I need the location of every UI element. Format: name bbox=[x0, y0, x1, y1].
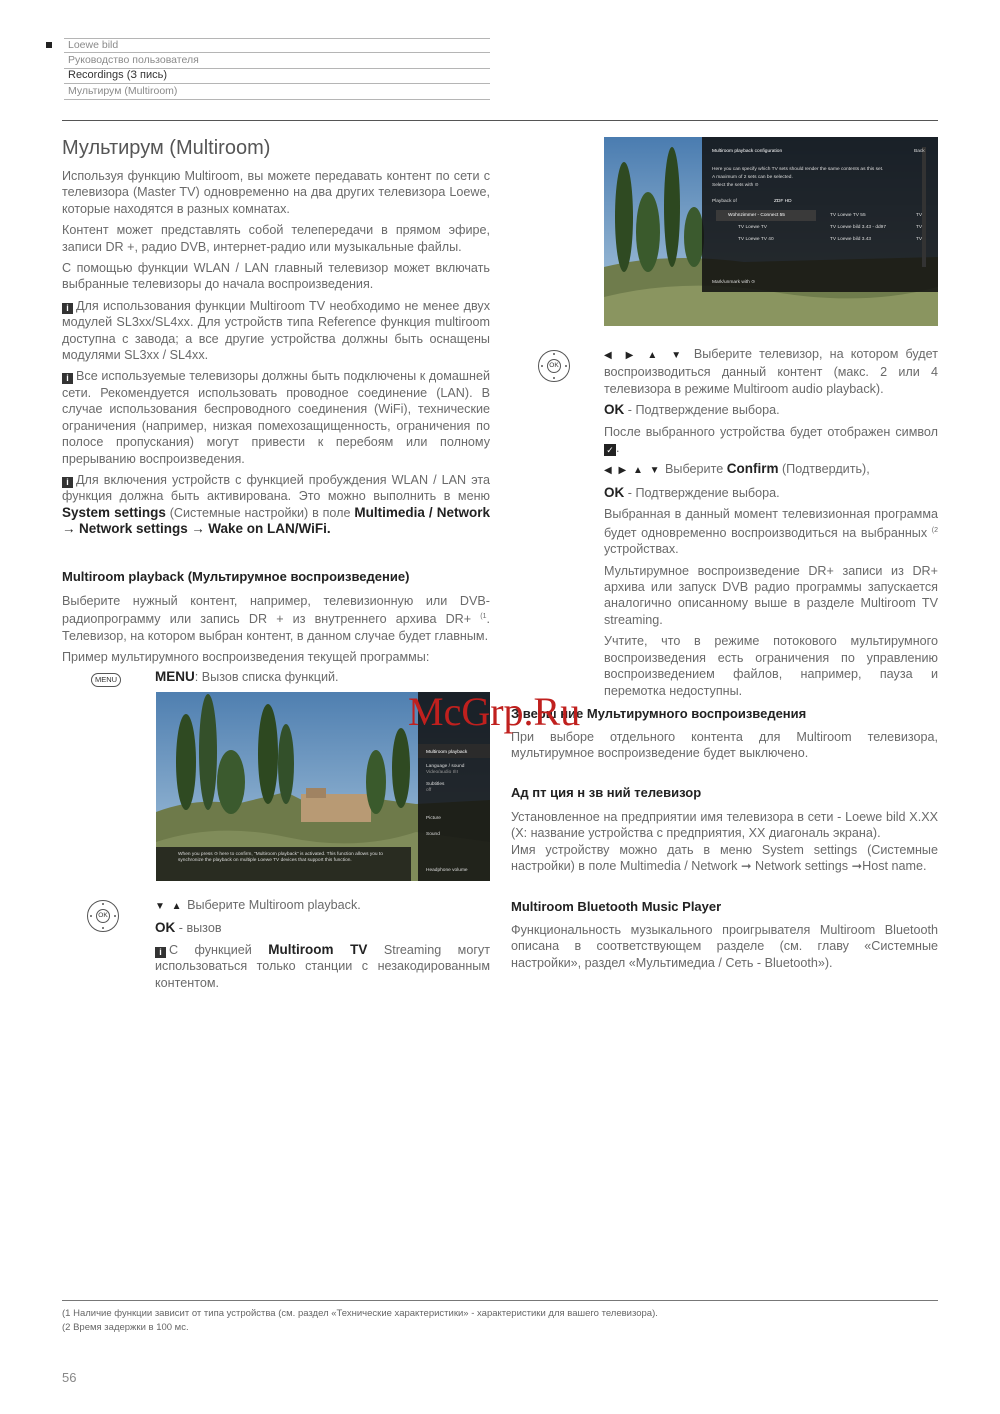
bluetooth-text bbox=[511, 922, 938, 976]
info-icon: i bbox=[62, 373, 73, 384]
paragraph: Выбранная в данный момент телевизионная программа будет одновременно воспроизводиться на выбранных $^{(2}$ устройствах. bbox=[604, 507, 938, 557]
config-row-device: TV Loewe TV 55 bbox=[830, 213, 866, 218]
paragraph: Установленное на предприятии имя телевизора в сети - Loewe bild X.XX (X: название устройства с предприятия, XX диагональ экрана). bbox=[511, 810, 938, 841]
step-line: OK - Подтверждение выбора. bbox=[604, 484, 780, 500]
paragraph: Используя функцию Multiroom, вы можете передавать контент по сети с телевизора (Master TV) одновременно на два других телевизора Loewe, которые находятся в разных комнатах. bbox=[62, 169, 490, 216]
end-multiroom-text bbox=[511, 729, 938, 767]
config-row-device: Wohnzimmer - Connect 55 bbox=[728, 213, 785, 218]
tv-name-text bbox=[511, 809, 938, 880]
section-heading-multiroom-playback: Multiroom playback (Мультирумное воспроизведение) bbox=[62, 569, 410, 584]
info-icon: i bbox=[62, 477, 73, 488]
config-row-device: TV Loewe TV 40 bbox=[738, 237, 774, 242]
info-paragraph: i С функцией Multiroom TV Streaming могут использоваться только станции с незакодированным контентом. bbox=[155, 941, 490, 990]
section-heading-end-multiroom: З верш ние Мультирумного воспроизведения bbox=[511, 706, 807, 721]
paragraph: Имя устройству можно дать в меню System settings (Системные настройки) в поле Multimedia / Network ➞ Network settings ➞Host name. bbox=[511, 842, 938, 874]
paragraph: Пример мультирумного воспроизведения текущей программы: bbox=[62, 650, 430, 665]
config-desc: A maximum of 2 sets can be selected. bbox=[712, 175, 793, 180]
overlay-menu-item-subtitles: Subtitles bbox=[426, 782, 445, 787]
paragraph: Мультирумное воспроизведение DR+ записи из DR+ архива или запуск DVB радио программы запускается аналогично описанному выше в разделе Multiroom TV streaming. bbox=[604, 563, 938, 627]
multiroom-playback-text bbox=[62, 593, 490, 671]
paragraph: Выберите нужный контент, например, телевизионную или DVB-радиопрограмму или запись DR + из внутреннего архива DR+ $^{(1}$. Телевизор, на котором выбран контент, в данном случае будет главным. bbox=[62, 594, 490, 643]
step-line: ◀ ▶ ▲ ▼ Выберите Confirm (Подтвердить), bbox=[604, 461, 870, 477]
menu-step: MENU: Вызов списка функций. bbox=[155, 669, 339, 684]
footnote-1: (1 Наличие функции зависит от типа устройства (см. раздел «Технические характеристики» - характеристики для вашего телевизора). bbox=[62, 1308, 658, 1319]
overlay-menu-item-language: Language / sound bbox=[426, 764, 465, 769]
config-row-device: TV Loewe bild 3.43 - dd97 bbox=[830, 225, 887, 230]
ok-button-icon: OK bbox=[87, 900, 119, 932]
section-heading-tv-name: Ад пт ция н зв ний телевизор bbox=[511, 785, 702, 800]
page-title: Мультирум (Multiroom) bbox=[62, 137, 271, 159]
config-desc: Here you can specify which TV sets should render the same contents as this set. bbox=[712, 167, 884, 172]
config-row-device: TV Loewe TV bbox=[738, 225, 767, 230]
config-desc: Select the sets with ⊙ bbox=[712, 183, 759, 188]
header-marker bbox=[46, 42, 52, 48]
info-icon: i bbox=[62, 303, 73, 314]
checkmark-icon: ✓ bbox=[604, 444, 616, 456]
config-playback-label: Playback of bbox=[712, 199, 737, 204]
breadcrumb-section: Мультирум (Multiroom) bbox=[64, 85, 490, 100]
footnote-rule bbox=[62, 1300, 938, 1301]
config-row-type: TV bbox=[916, 213, 923, 218]
info-icon: i bbox=[155, 947, 166, 958]
config-row-device: TV Loewe bild 3.43 bbox=[830, 237, 872, 242]
footnote-2: (2 Время задержки в 100 мс. bbox=[62, 1322, 189, 1333]
paragraph: При выборе отдельного контента для Multiroom телевизора, мультирумное воспроизведение будет выключено. bbox=[511, 730, 938, 761]
info-paragraph: i Для включения устройств с функцией пробуждения WLAN / LAN эта функция должна быть активирована. Это можно выполнить в меню System settings (Системные настройки) в поле Multimedia / Network → Network settings → Wake on LAN/WiFi. bbox=[62, 472, 491, 537]
multiroom-config-screenshot bbox=[604, 137, 938, 326]
info-paragraph: i Все используемые телевизоры должны быть подключены к домашней сети. Рекомендуется использовать проводное соединение (LAN). В случае использования беспроводного соединения (WiFi), технические ограничения (например, низкая помехозащищенность, ограничения по полосе пропускания) могут привести к перебоям или полному прерыванию воспроизведения. bbox=[62, 369, 490, 466]
overlay-hint-text: When you press ⊙ here to confirm, "Multiroom playback" is activated. This function allows you to synchronize the playback on multiple Loewe TV devices that support this function. bbox=[178, 852, 383, 863]
config-footer: Mark/unmark with ⊙ bbox=[712, 280, 756, 285]
overlay-menu-item-picture: Picture bbox=[426, 816, 441, 821]
step-line: OK - Подтверждение выбора. bbox=[604, 402, 780, 418]
info-paragraph: i Для использования функции Multiroom TV необходимо не менее двух модулей SL3xx/SL4xx. Для устройств типа Reference функция multiroom доступна с завода; а все другие устройства должны быть оснащены модулями SL3xx / SL4xx. bbox=[62, 298, 490, 363]
watermark: McGrp.Ru bbox=[408, 689, 581, 734]
paragraph: Контент может представлять собой телепередачи в прямом эфире, записи DR +, радио DVB, интернет-радио или музыкальные файлы. bbox=[62, 223, 490, 254]
landscape-image bbox=[604, 137, 938, 326]
top-rule bbox=[62, 120, 938, 121]
breadcrumb-manual: Руководство пользователя bbox=[64, 54, 490, 69]
config-title: Multiroom playback configuration bbox=[712, 149, 783, 154]
paragraph: После выбранного устройства будет отображен символ ✓ . bbox=[604, 424, 938, 456]
page-number: 56 bbox=[62, 1370, 77, 1385]
intro-text bbox=[62, 168, 490, 543]
step-select-multiroom bbox=[155, 897, 490, 996]
step-line: OK - вызов bbox=[155, 920, 222, 936]
paragraph: С помощью функции WLAN / LAN главный телевизор может включать выбранные телевизоры до начала воспроизведения. bbox=[62, 261, 490, 292]
menu-button-icon: MENU bbox=[91, 673, 121, 687]
breadcrumb-product: Loewe bild bbox=[64, 38, 490, 53]
overlay-menu-item-multiroom: Multiroom playback bbox=[426, 750, 468, 755]
step-line: ▼ ▲ Выберите Multiroom playback. bbox=[155, 898, 361, 912]
config-row-type: TV bbox=[916, 225, 923, 230]
right-steps bbox=[604, 346, 938, 704]
overlay-menu-sub: Video/audio I/II bbox=[426, 770, 458, 775]
step-line: ◀ ▶ ▲ ▼ Выберите телевизор, на котором будет воспроизводиться данный контент (макс. 2 или 4 телевизора в режиме Multiroom audio playback). bbox=[604, 347, 939, 396]
breadcrumb-chapter: Recordings (З пись) bbox=[64, 69, 490, 84]
paragraph: Учтите, что в режиме потокового мультирумного воспроизведения есть ограничения по управлению воспроизведением файлов, например, пауза и перемотка недоступны. bbox=[604, 634, 938, 698]
ok-button-icon: OK bbox=[538, 350, 570, 382]
section-heading-bluetooth: Multiroom Bluetooth Music Player bbox=[511, 899, 722, 914]
overlay-menu-footer: Headphone volume bbox=[426, 868, 468, 873]
config-back: Back bbox=[914, 149, 925, 154]
config-playback-value: ZDF HD bbox=[774, 199, 792, 204]
overlay-menu-item-sound: Sound bbox=[426, 832, 440, 837]
config-row-type: TV bbox=[916, 237, 923, 242]
overlay-menu-sub: off bbox=[426, 788, 432, 793]
paragraph: Функциональность музыкального проигрывателя Multiroom Bluetooth описана в соответствующем разделе (см. главу «Системные настройки», раздел «Мультимедиа / Сеть - Bluetooth»). bbox=[511, 923, 938, 970]
